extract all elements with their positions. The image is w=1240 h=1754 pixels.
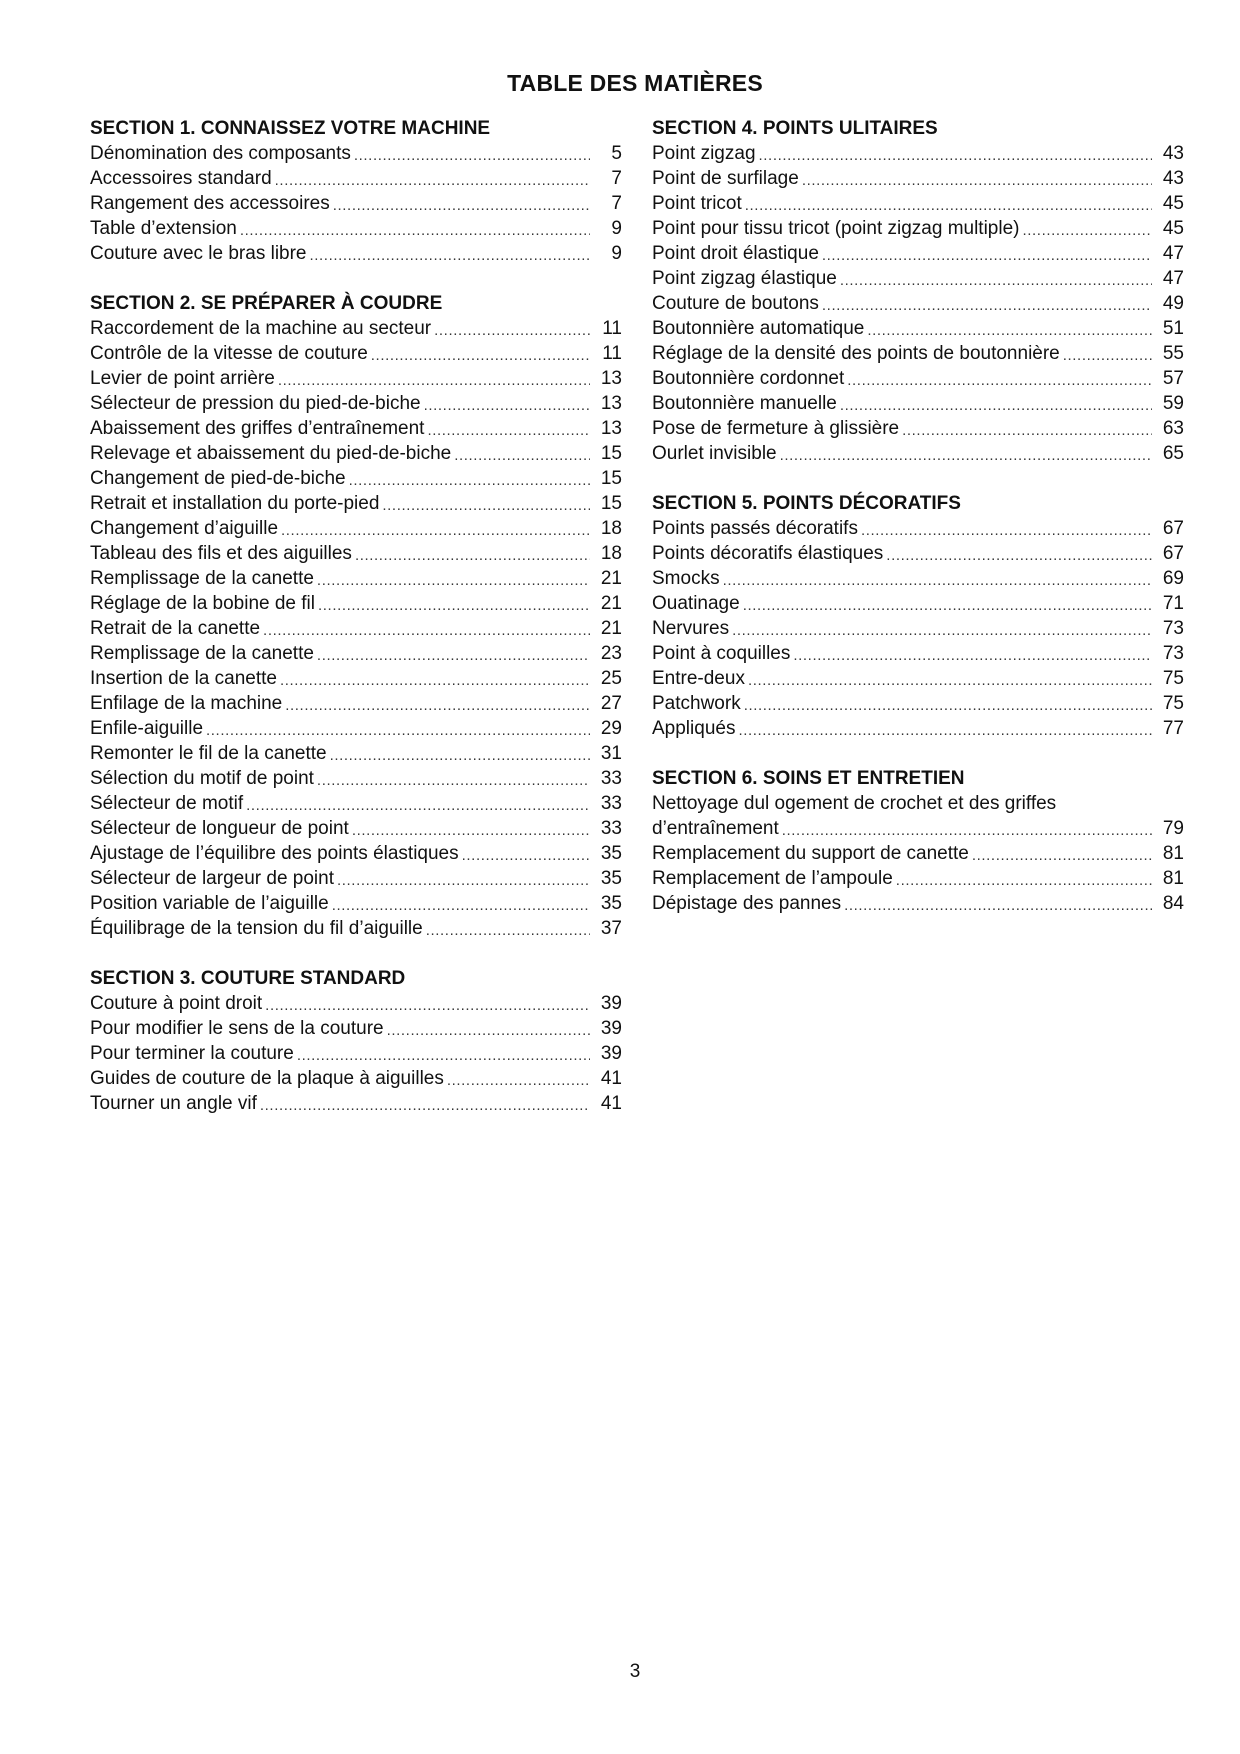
- dot-leader: [206, 721, 590, 741]
- toc-entry-page: 81: [1162, 843, 1184, 864]
- toc-entry-page: 71: [1162, 593, 1184, 614]
- toc-entry-label: Appliqués: [652, 718, 736, 739]
- toc-entry-label: Dépistage des pannes: [652, 893, 842, 914]
- toc-entry: [652, 641, 1184, 666]
- dot-leader: [382, 496, 590, 516]
- toc-left-column: [90, 116, 622, 1141]
- dot-leader: [462, 846, 590, 866]
- toc-entry-page: 7: [611, 193, 622, 214]
- toc-entry-page: 75: [1162, 693, 1184, 714]
- section-title: SECTION 5. POINTS DÉCORATIFS: [652, 493, 961, 514]
- toc-entry-page: 31: [600, 743, 622, 764]
- section-title: SECTION 6. SOINS ET ENTRETIEN: [652, 768, 965, 789]
- dot-leader: [317, 571, 590, 591]
- dot-leader: [246, 796, 590, 816]
- toc-entry-label: Point pour tissu tricot (point zigzag multiple): [652, 218, 1020, 239]
- toc-entry: [90, 391, 622, 416]
- toc-entry: [90, 566, 622, 591]
- toc-entry-label: Retrait et installation du porte-pied: [90, 493, 380, 514]
- toc-entry-label: Ajustage de l’équilibre des points élastiques: [90, 843, 459, 864]
- dot-leader: [371, 346, 590, 366]
- toc-entry-page: 75: [1162, 668, 1184, 689]
- dot-leader: [744, 696, 1152, 716]
- toc-entry-label: Point de surfilage: [652, 168, 799, 189]
- dot-leader: [352, 821, 590, 841]
- toc-entry-label: Pour modifier le sens de la couture: [90, 1018, 384, 1039]
- toc-entry: [90, 166, 622, 191]
- toc-entry-label: Sélecteur de largeur de point: [90, 868, 334, 889]
- toc-entry-label: Dénomination des composants: [90, 143, 351, 164]
- toc-entry-label: Position variable de l’aiguille: [90, 893, 329, 914]
- toc-entry-page: 18: [600, 543, 622, 564]
- page-title: TABLE DES MATIÈRES: [507, 70, 763, 96]
- toc-entry-label: Boutonnière manuelle: [652, 393, 837, 414]
- toc-entry-page: 84: [1162, 893, 1184, 914]
- toc-entry-label: Réglage de la bobine de fil: [90, 593, 316, 614]
- toc-entry: [90, 741, 622, 766]
- toc-entry-label: Relevage et abaissement du pied-de-biche: [90, 443, 452, 464]
- toc-entry-page: 9: [611, 218, 622, 239]
- dot-leader: [337, 871, 590, 891]
- toc-entry-page: 69: [1162, 568, 1184, 589]
- toc-entry-page: 51: [1162, 318, 1184, 339]
- toc-entry-label: Points passés décoratifs: [652, 518, 858, 539]
- toc-entry: [90, 1016, 622, 1041]
- toc-entry: [90, 891, 622, 916]
- dot-leader: [355, 546, 590, 566]
- dot-leader: [822, 246, 1152, 266]
- toc-entry-page: 77: [1162, 718, 1184, 739]
- section-title: SECTION 3. COUTURE STANDARD: [90, 968, 406, 989]
- dot-leader: [310, 246, 591, 266]
- toc-entry-page: 39: [600, 1043, 622, 1064]
- toc-entry-label: Insertion de la canette: [90, 668, 277, 689]
- toc-entry: [90, 541, 622, 566]
- toc-entry: [90, 916, 622, 941]
- dot-leader: [280, 671, 590, 691]
- toc-entry: [652, 141, 1184, 166]
- toc-entry-label: Boutonnière cordonnet: [652, 368, 845, 389]
- toc-section: [652, 116, 1184, 466]
- toc-entry-label: Sélecteur de pression du pied-de-biche: [90, 393, 421, 414]
- dot-leader: [260, 1096, 590, 1116]
- toc-entry-page: 13: [600, 393, 622, 414]
- toc-entry-label: Sélecteur de motif: [90, 793, 244, 814]
- dot-leader: [318, 596, 590, 616]
- toc-right-column: [652, 116, 1184, 941]
- dot-leader: [886, 546, 1152, 566]
- toc-entry-label: Remonter le fil de la canette: [90, 743, 327, 764]
- toc-entry: [652, 216, 1184, 241]
- toc-entry-label: Retrait de la canette: [90, 618, 261, 639]
- dot-leader: [447, 1071, 590, 1091]
- dot-leader: [317, 771, 590, 791]
- dot-leader: [840, 396, 1152, 416]
- toc-entry: [90, 641, 622, 666]
- toc-entry: [652, 391, 1184, 416]
- dot-leader: [240, 221, 590, 241]
- dot-leader: [723, 571, 1152, 591]
- toc-entry-page: 35: [600, 868, 622, 889]
- toc-entry: [652, 316, 1184, 341]
- toc-entry: [90, 841, 622, 866]
- dot-leader: [278, 371, 590, 391]
- toc-entry: [90, 241, 622, 266]
- dot-leader: [743, 596, 1152, 616]
- toc-entry: [90, 366, 622, 391]
- toc-entry-label: Sélecteur de longueur de point: [90, 818, 349, 839]
- toc-entry: [652, 841, 1184, 866]
- dot-leader: [840, 271, 1152, 291]
- toc-section: [90, 291, 622, 941]
- dot-leader: [427, 421, 590, 441]
- toc-entry: [90, 716, 622, 741]
- toc-entry-label: Boutonnière automatique: [652, 318, 865, 339]
- toc-entry-label: Sélection du motif de point: [90, 768, 314, 789]
- toc-entry-label: Tourner un angle vif: [90, 1093, 257, 1114]
- toc-entry-page: 11: [602, 343, 622, 364]
- dot-leader: [896, 871, 1152, 891]
- toc-entry: [652, 441, 1184, 466]
- toc-entry-page: 65: [1162, 443, 1184, 464]
- toc-section: [652, 491, 1184, 741]
- toc-entry: [652, 816, 1184, 841]
- toc-entry: [652, 866, 1184, 891]
- dot-leader: [317, 646, 590, 666]
- toc-entry-label: Guides de couture de la plaque à aiguilles: [90, 1068, 444, 1089]
- toc-entry-page: 7: [611, 168, 622, 189]
- toc-entry-page: 13: [600, 418, 622, 439]
- dot-leader: [745, 196, 1152, 216]
- section-title: SECTION 2. SE PRÉPARER À COUDRE: [90, 293, 443, 314]
- dot-leader: [732, 621, 1152, 641]
- dot-leader: [861, 521, 1152, 541]
- dot-leader: [844, 896, 1152, 916]
- toc-entry: [90, 791, 622, 816]
- toc-entry-page: 63: [1162, 418, 1184, 439]
- toc-entry-page: 39: [600, 993, 622, 1014]
- toc-entry-page: 15: [600, 443, 622, 464]
- toc-entry: [90, 666, 622, 691]
- toc-entry: [90, 141, 622, 166]
- toc-entry-label: Pose de fermeture à glissière: [652, 418, 900, 439]
- toc-entry: [90, 341, 622, 366]
- toc-entry-page: 43: [1162, 143, 1184, 164]
- toc-entry-page: 59: [1162, 393, 1184, 414]
- toc-entry-page: 45: [1162, 193, 1184, 214]
- toc-entry-label: Couture de boutons: [652, 293, 819, 314]
- toc-entry-label: Remplissage de la canette: [90, 568, 314, 589]
- toc-entry-label: Couture à point droit: [90, 993, 263, 1014]
- dot-leader: [1023, 221, 1153, 241]
- toc-entry: [652, 241, 1184, 266]
- toc-entry-label: Remplacement du support de canette: [652, 843, 969, 864]
- dot-leader: [793, 646, 1152, 666]
- toc-entry-label: Réglage de la densité des points de boutonnière: [652, 343, 1060, 364]
- toc-entry: [90, 441, 622, 466]
- toc-entry: [90, 191, 622, 216]
- section-title: SECTION 1. CONNAISSEZ VOTRE MACHINE: [90, 118, 491, 139]
- toc-entry: [90, 316, 622, 341]
- toc-entry-label: Tableau des fils et des aiguilles: [90, 543, 352, 564]
- dot-leader: [349, 471, 590, 491]
- toc-entry-page: 43: [1162, 168, 1184, 189]
- toc-entry-page: 29: [600, 718, 622, 739]
- dot-leader: [263, 621, 590, 641]
- toc-entry-page: 41: [600, 1093, 622, 1114]
- toc-entry: [652, 516, 1184, 541]
- toc-entry-label: Levier de point arrière: [90, 368, 275, 389]
- toc-entry-page: 33: [600, 768, 622, 789]
- dot-leader: [354, 146, 590, 166]
- toc-entry: [90, 1041, 622, 1066]
- toc-entry-page: 67: [1162, 518, 1184, 539]
- toc-entry-label: Point zigzag: [652, 143, 756, 164]
- toc-entry-page: 57: [1162, 368, 1184, 389]
- toc-entry-label: Accessoires standard: [90, 168, 272, 189]
- toc-entry-label: Entre-deux: [652, 668, 745, 689]
- toc-entry-page: 15: [600, 493, 622, 514]
- dot-leader: [332, 896, 590, 916]
- toc-entry-page: 45: [1162, 218, 1184, 239]
- toc-entry: [90, 691, 622, 716]
- toc-entry-page: 27: [600, 693, 622, 714]
- toc-entry: [90, 416, 622, 441]
- toc-entry-label: Pour terminer la couture: [90, 1043, 294, 1064]
- toc-entry-page: 73: [1162, 618, 1184, 639]
- toc-entry: [652, 591, 1184, 616]
- toc-entry: [652, 166, 1184, 191]
- toc-entry: [652, 891, 1184, 916]
- toc-entry-page: 39: [600, 1018, 622, 1039]
- dot-leader: [780, 446, 1152, 466]
- dot-leader: [759, 146, 1152, 166]
- toc-entry-label: Changement d’aiguille: [90, 518, 279, 539]
- dot-leader: [387, 1021, 590, 1041]
- dot-leader: [902, 421, 1152, 441]
- toc-entry-page: 15: [600, 468, 622, 489]
- toc-entry: [652, 566, 1184, 591]
- toc-entry-page: 41: [600, 1068, 622, 1089]
- toc-entry-page: 47: [1162, 243, 1184, 264]
- toc-entry-label: Rangement des accessoires: [90, 193, 330, 214]
- toc-entry-page: 18: [600, 518, 622, 539]
- toc-entry: [652, 266, 1184, 291]
- toc-entry: [652, 716, 1184, 741]
- toc-entry: [90, 491, 622, 516]
- section-title: SECTION 4. POINTS ULITAIRES: [652, 118, 938, 139]
- toc-entry-page: 55: [1162, 343, 1184, 364]
- toc-entry-page: 81: [1162, 868, 1184, 889]
- toc-section: [90, 966, 622, 1116]
- toc-entry-label: d’entraînement: [652, 818, 779, 839]
- toc-entry: [652, 341, 1184, 366]
- dot-leader: [822, 296, 1152, 316]
- toc-entry-page: 49: [1162, 293, 1184, 314]
- toc-entry-page: 9: [611, 243, 622, 264]
- toc-entry-page: 11: [602, 318, 622, 339]
- dot-leader: [275, 171, 590, 191]
- toc-entry: [90, 591, 622, 616]
- dot-leader: [333, 196, 590, 216]
- toc-entry-label: Ourlet invisible: [652, 443, 777, 464]
- toc-entry: [652, 541, 1184, 566]
- toc-entry: [90, 1091, 622, 1116]
- toc-entry-label: Point zigzag élastique: [652, 268, 837, 289]
- dot-leader: [802, 171, 1152, 191]
- dot-leader: [1063, 346, 1152, 366]
- dot-leader: [281, 521, 590, 541]
- dot-leader: [330, 746, 590, 766]
- toc-entry-label: Remplissage de la canette: [90, 643, 314, 664]
- toc-entry-label: Équilibrage de la tension du fil d’aiguille: [90, 918, 423, 939]
- page-number: 3: [629, 1661, 641, 1682]
- toc-entry: [90, 216, 622, 241]
- toc-entry-page: 25: [600, 668, 622, 689]
- toc-entry-label: Contrôle de la vitesse de couture: [90, 343, 368, 364]
- dot-leader: [434, 321, 590, 341]
- toc-entry-page: 47: [1162, 268, 1184, 289]
- dot-leader: [426, 921, 590, 941]
- dot-leader: [782, 821, 1152, 841]
- toc-entry: [90, 616, 622, 641]
- toc-entry: [652, 191, 1184, 216]
- toc-entry: [652, 416, 1184, 441]
- toc-entry-page: 5: [611, 143, 622, 164]
- toc-entry: [90, 516, 622, 541]
- toc-entry-label: Enfilage de la machine: [90, 693, 283, 714]
- toc-entry: [652, 366, 1184, 391]
- toc-entry-page: 33: [600, 818, 622, 839]
- toc-entry-label: Point droit élastique: [652, 243, 819, 264]
- toc-entry-label: Changement de pied-de-biche: [90, 468, 346, 489]
- toc-entry-label: Abaissement des griffes d’entraînement: [90, 418, 425, 439]
- dot-leader: [738, 721, 1152, 741]
- toc-entry: [90, 1066, 622, 1091]
- toc-entry-label: Points décoratifs élastiques: [652, 543, 884, 564]
- toc-entry: [652, 616, 1184, 641]
- toc-entry-page: 67: [1162, 543, 1184, 564]
- toc-entry-page: 23: [600, 643, 622, 664]
- toc-entry-label: Ouatinage: [652, 593, 740, 614]
- dot-leader: [424, 396, 590, 416]
- dot-leader: [847, 371, 1152, 391]
- toc-entry: [652, 291, 1184, 316]
- toc-entry-page: 79: [1162, 818, 1184, 839]
- toc-section: [90, 116, 622, 266]
- dot-leader: [265, 996, 590, 1016]
- toc-entry: [90, 766, 622, 791]
- toc-entry-label: Nervures: [652, 618, 730, 639]
- toc-entry-page: 21: [600, 618, 622, 639]
- toc-entry-label: Point tricot: [652, 193, 742, 214]
- toc-entry: [90, 991, 622, 1016]
- dot-leader: [972, 846, 1152, 866]
- toc-entry-page: 37: [600, 918, 622, 939]
- toc-entry-label: Smocks: [652, 568, 720, 589]
- toc-entry: [90, 466, 622, 491]
- dot-leader: [748, 671, 1152, 691]
- toc-section: [652, 766, 1184, 916]
- toc-entry-page: 13: [600, 368, 622, 389]
- toc-entry-page: 33: [600, 793, 622, 814]
- dot-leader: [297, 1046, 590, 1066]
- toc-entry: [90, 816, 622, 841]
- toc-entry: [652, 666, 1184, 691]
- toc-entry-page: 73: [1162, 643, 1184, 664]
- toc-entry-label: Table d’extension: [90, 218, 237, 239]
- toc-entry-label: Couture avec le bras libre: [90, 243, 307, 264]
- toc-entry: [652, 691, 1184, 716]
- toc-entry-label: Remplacement de l’ampoule: [652, 868, 893, 889]
- toc-entry-label: Raccordement de la machine au secteur: [90, 318, 432, 339]
- dot-leader: [867, 321, 1152, 341]
- toc-entry-page: 35: [600, 843, 622, 864]
- toc-entry-label: Patchwork: [652, 693, 741, 714]
- toc-entry: [90, 866, 622, 891]
- toc-entry-page: 35: [600, 893, 622, 914]
- toc-entry-page: 21: [600, 568, 622, 589]
- dot-leader: [285, 696, 590, 716]
- toc-entry-label: Enfile-aiguille: [90, 718, 204, 739]
- toc-entry-label-line: Nettoyage dul ogement de crochet et des griffes: [652, 793, 1057, 814]
- toc-entry-page: 21: [600, 593, 622, 614]
- toc-entry-label: Point à coquilles: [652, 643, 791, 664]
- dot-leader: [454, 446, 590, 466]
